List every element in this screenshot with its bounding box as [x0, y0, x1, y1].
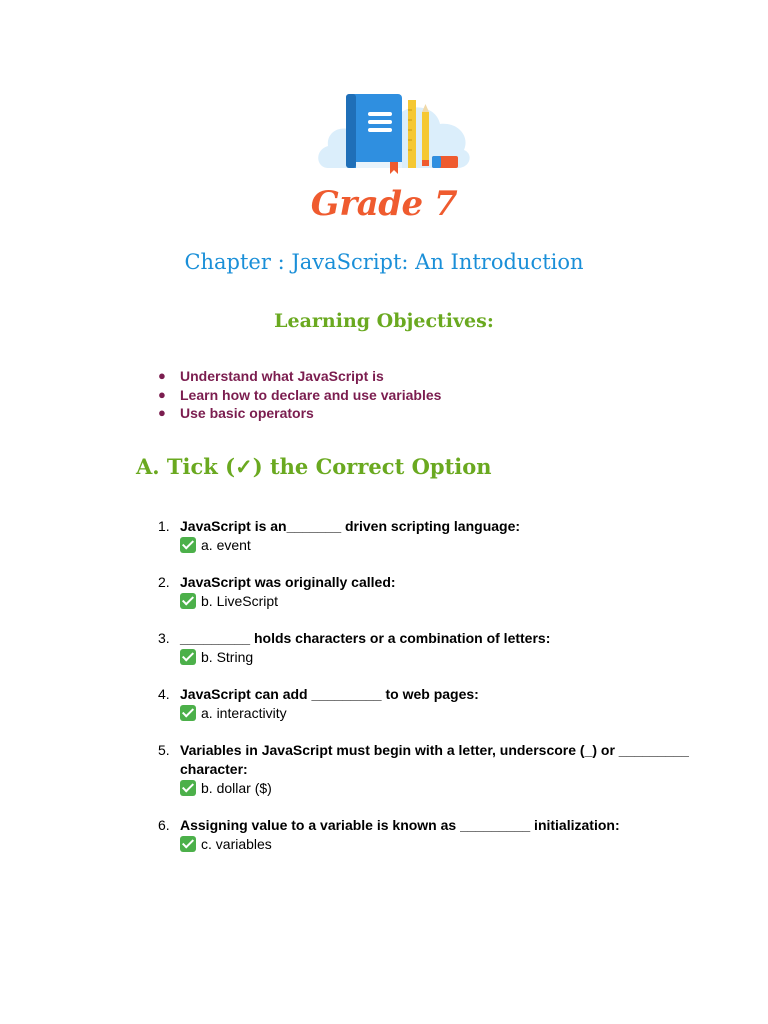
chapter-title: Chapter : JavaScript: An Introduction: [184, 250, 584, 274]
bullet-icon: ●: [158, 368, 166, 383]
answer-line: [180, 704, 710, 723]
answer-text: b. dollar ($): [201, 780, 272, 796]
answer-line: [180, 592, 710, 611]
answer-line: [180, 536, 710, 555]
bullet-icon: ●: [158, 405, 166, 420]
bullet-icon: ●: [158, 386, 166, 402]
question-number: 2.: [158, 574, 170, 590]
question-text: _________ holds characters or a combination of letters:: [180, 630, 551, 646]
question-text: Assigning value to a variable is known as _________ initialization:: [180, 817, 620, 833]
objective-item: ● Understand what JavaScript is: [158, 368, 384, 384]
questions-list: [150, 517, 710, 872]
question-item: [150, 517, 710, 555]
question-number: 4.: [158, 686, 170, 702]
check-mark-icon: [180, 780, 196, 796]
answer-line: [180, 835, 710, 854]
book-and-pencil-icon: [314, 84, 474, 176]
question-item: [150, 741, 710, 798]
question-text: JavaScript was originally called:: [180, 574, 396, 590]
question-number: 1.: [158, 518, 170, 534]
question-text: JavaScript can add _________ to web pages:: [180, 686, 479, 702]
question-text: Variables in JavaScript must begin with a letter, underscore (_) or _________ character:: [180, 742, 689, 777]
question-text: JavaScript is an_______ driven scripting language:: [180, 518, 521, 534]
grade-title: Grade 7: [310, 184, 458, 224]
answer-text: b. String: [201, 649, 254, 665]
question-item: [150, 573, 710, 611]
objective-item: ● Use basic operators: [158, 405, 314, 421]
question-number: 3.: [158, 630, 170, 646]
question-item: [150, 629, 710, 667]
check-mark-icon: [180, 649, 196, 665]
answer-line: [180, 648, 710, 667]
question-number: 6.: [158, 817, 170, 833]
objectives-heading: Learning Objectives:: [274, 310, 494, 332]
question-item: [150, 685, 710, 723]
answer-text: a. event: [201, 537, 251, 553]
answer-text: b. LiveScript: [201, 593, 279, 609]
check-mark-icon: [180, 836, 196, 852]
answer-text: c. variables: [201, 836, 272, 852]
check-mark-icon: [180, 537, 196, 553]
answer-line: [180, 779, 710, 798]
section-a-heading: A. Tick (✓) the Correct Option: [136, 454, 492, 479]
question-number: 5.: [158, 742, 170, 758]
check-mark-icon: [180, 705, 196, 721]
objective-item: ● Learn how to declare and use variables: [158, 386, 442, 403]
objectives-list: [158, 367, 441, 423]
answer-text: a. interactivity: [201, 705, 287, 721]
check-mark-icon: [180, 593, 196, 609]
question-item: [150, 816, 710, 854]
